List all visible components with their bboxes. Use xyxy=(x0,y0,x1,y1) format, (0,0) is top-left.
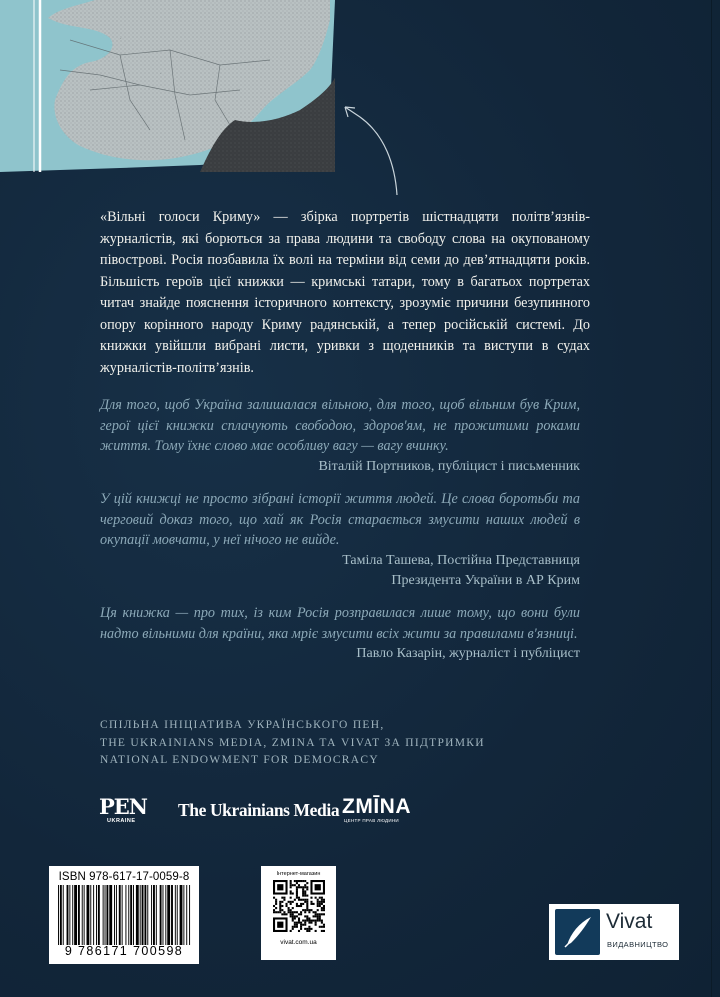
zmina-logo-text: ZMĪNA xyxy=(342,795,411,818)
initiative-credits xyxy=(100,717,570,770)
qr-label: Інтернет-магазин xyxy=(276,871,321,877)
isbn-barcode xyxy=(49,866,199,964)
crimea-map-image xyxy=(0,0,335,172)
quote-tasheva xyxy=(100,489,580,592)
initiative-line: THE UKRAINIANS MEDIA, ZMINA ТА VIVAT ЗА ПІДТРИМКИ xyxy=(100,736,485,749)
vivat-sub: ВИДАВНИЦТВО xyxy=(607,940,669,949)
quote-author-line2: Президента України в АР Крим xyxy=(391,573,580,588)
book-description xyxy=(100,207,590,379)
ukrainians-media-logo: The Ukrainians Media xyxy=(178,800,340,820)
partner-logos xyxy=(0,792,720,832)
pen-logo-text: PEN xyxy=(99,794,147,819)
quote-kazarin xyxy=(100,603,580,665)
qr-code-icon xyxy=(273,880,325,932)
qr-code-box xyxy=(261,866,336,960)
quote-author: Павло Казарін, журналіст і публіцист xyxy=(356,646,580,661)
quote-author: Віталій Портников, публіцист і письменник xyxy=(318,458,580,474)
barcode-digits: 9 786171 700598 xyxy=(64,944,184,958)
pen-ukraine-logo xyxy=(99,796,145,828)
initiative-line: NATIONAL ENDOWMENT FOR DEMOCRACY xyxy=(100,754,379,766)
initiative-line: СПІЛЬНА ІНІЦІАТИВА УКРАЇНСЬКОГО ПЕН, xyxy=(100,719,385,731)
vivat-name: Vivat xyxy=(606,910,653,933)
quote-text: Ця книжка — про тих, із ким Росія розправилася лише тому, що вони були надто вільними для країни, яка мріє змусити всіх жити за правилами в'язниці. xyxy=(100,605,580,642)
quote-text: У цій книжці не просто зібрані історії життя людей. Це слова боротьби та черговий доказ того, що хай як Росія старається змусити наших людей в окупації мовчати, у неї нічого не вийде. xyxy=(100,491,580,548)
qr-url: vivat.com.ua xyxy=(280,939,317,946)
hand-drawn-arrow-icon xyxy=(335,95,415,205)
isbn-label: ISBN 978-617-17-0059-8 xyxy=(58,871,190,883)
vivat-publisher-logo xyxy=(549,904,679,960)
pen-logo-sub: UKRAINE xyxy=(107,818,136,824)
svg-text:·: · xyxy=(200,107,202,112)
cover-edge xyxy=(711,0,712,997)
description-paragraph: «Вільні голоси Криму» — збірка портретів шістнадцяти політв’язнів-журналістів, які борються за права людини та свободу слова на окупованому півострові. Росія позбавила їх волі на терміни від семи до дев’ятнадцяти років. Більшість героїв цієї книжки — кримські татари, тому в багатьох портретах читач знайде пояснення історичного контексту, зрозуміє причини безупинного опору корінного народу Криму радянській, а тепер російській системі. До книжки увійшли вибрані листи, уривки з щоденників та виступи в судах журналістів-політв’язнів. xyxy=(100,209,590,376)
zmina-logo-sub: ЦЕНТР ПРАВ ЛЮДИНИ xyxy=(344,818,399,823)
barcode-bars xyxy=(56,885,192,945)
zmina-logo xyxy=(342,796,411,823)
quote-portnykov xyxy=(100,395,580,477)
svg-text:·: · xyxy=(160,72,162,77)
quote-author: Таміла Ташева, Постійна Представниця xyxy=(342,552,580,568)
vivat-quill-icon xyxy=(555,909,600,955)
quote-text: Для того, щоб Україна залишалася вільною, для того, щоб вільним був Крим, герої цієї книжки сплачують свободою, здоров'ям, не прожитими роками життя. Тому їхнє слово має особливу вагу — вагу вчинку. xyxy=(100,397,580,454)
svg-text:·: · xyxy=(120,37,122,42)
